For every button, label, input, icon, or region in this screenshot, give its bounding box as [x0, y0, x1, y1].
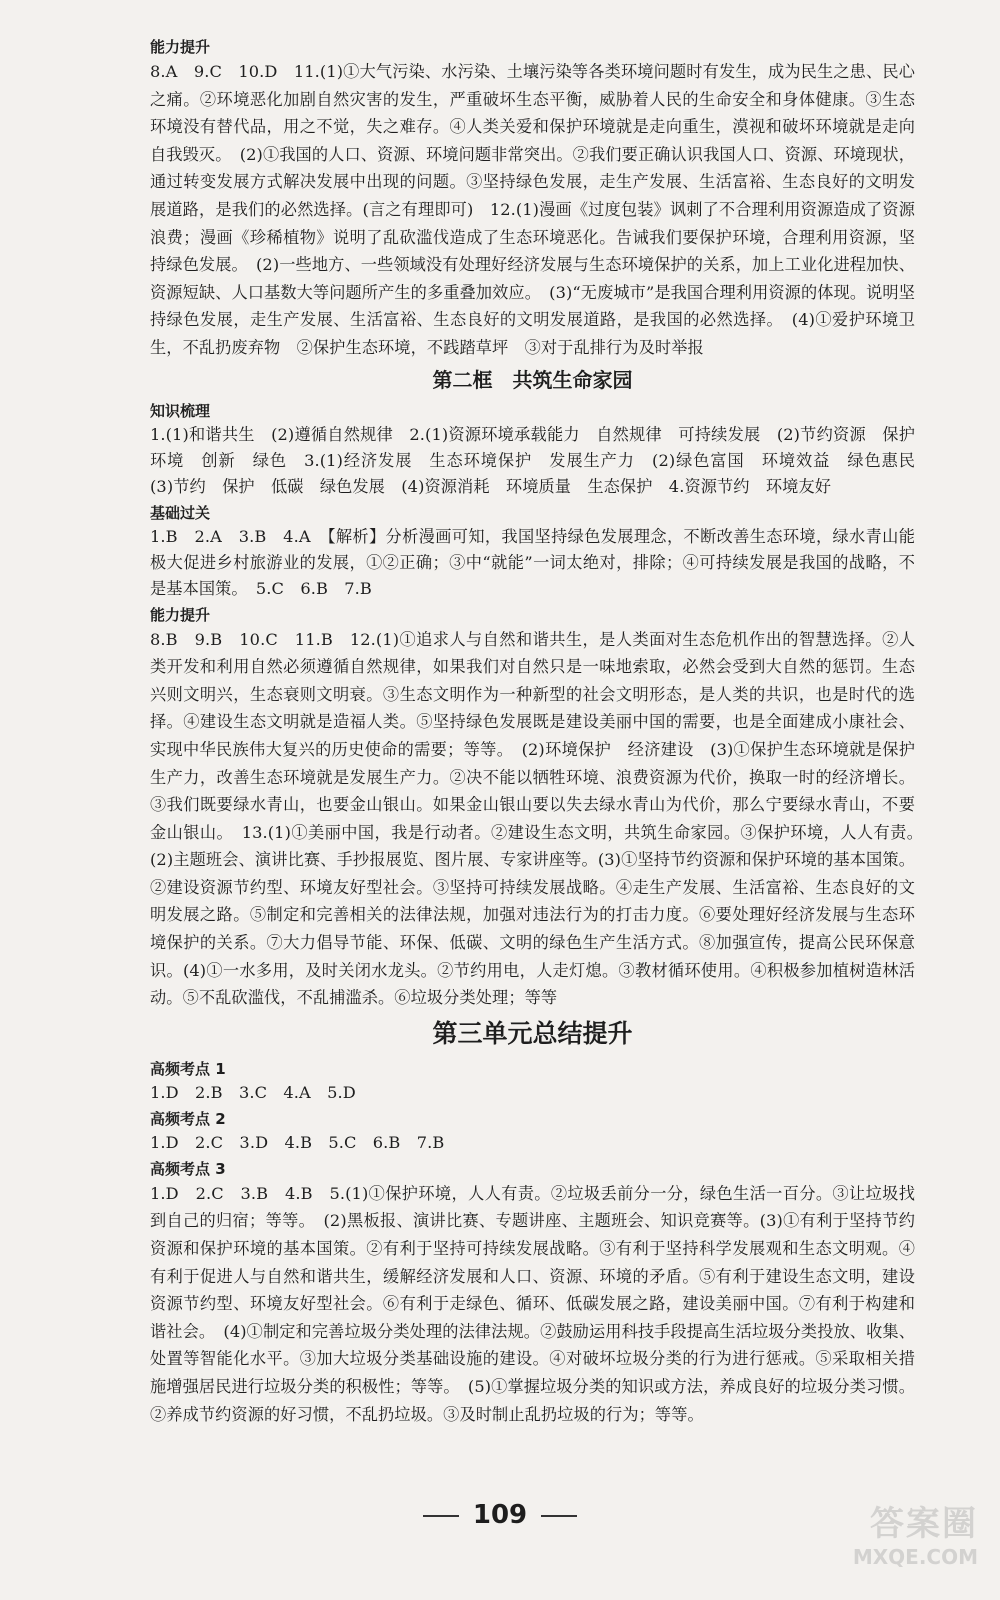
watermark-logo-text: 答案圈 [870, 1504, 978, 1544]
answer-paragraph: 1.D 2.B 3.C 4.A 5.D [150, 1082, 356, 1102]
block-heading: 高频考点 1 [150, 1059, 226, 1078]
answer-paragraph: 1.(1)和谐共生 (2)遵循自然规律 2.(1)资源环境承载能力 自然规律 可持续发展 (2)节约资源 保护环境 创新 绿色 3.(1)经济发展 生态环境保护 发展生产力 (2)绿色富国 环境效益 绿色惠民 (3)节约 保护 低碳 绿色发展 (4)资源消耗 环境质量 生态保护 4.资源节约 环境友好 [150, 424, 932, 496]
footer-dash [423, 1515, 459, 1517]
block-heading: 能力提升 [150, 605, 211, 624]
site-watermark [808, 1496, 978, 1582]
block-heading: 知识梳理 [150, 401, 211, 420]
answer-paragraph: 1.D 2.C 3.D 4.B 5.C 6.B 7.B [150, 1132, 445, 1152]
block-heading: 基础过关 [150, 503, 211, 522]
answer-paragraph: 1.B 2.A 3.B 4.A 【解析】分析漫画可知，我国坚持绿色发展理念，不断改善生态环境，绿水青山能极大促进乡村旅游业的发展，①②正确；③中“就能”一词太绝对，排除；④可持续发展是我国的战略，不是基本国策。 5.C 6.B 7.B [150, 526, 915, 598]
block-heading: 能力提升 [150, 38, 211, 56]
unit-summary-title: 第三单元总结提升 [432, 1018, 633, 1048]
answer-page [150, 34, 932, 1428]
section-title: 第二框 共筑生命家园 [432, 367, 633, 392]
answer-paragraph: 1.D 2.C 3.B 4.B 5.(1)①保护环境，人人有责。②垃圾丢前分一分，绿色生活一百分。③让垃圾找到自己的归宿；等等。 (2)黑板报、演讲比赛、专题讲座、主题班会、知识竞赛等。(3)①有利于坚持节约资源和保护环境的基本国策。②有利于坚持可持续发展战略。③有利于坚持科学发展观和生态文明观。④有利于促进人与自然和谐共生，缓解经济发展和人口、资源、环境的矛盾。⑤有利于建设生态文明，建设资源节约型、环境友好型社会。⑥有利于走绿色、循环、低碳发展之路，建设美丽中国。⑦有利于构建和谐社会。 (4)①制定和完善垃圾分类处理的法律法规。②鼓励运用科技手段提高生活垃圾分类投放、收集、处置等智能化水平。③加大垃圾分类基础设施的建设。④对破坏垃圾分类的行为进行惩戒。⑤采取相关措施增强居民进行垃圾分类的积极性；等等。 (5)①掌握垃圾分类的知识或方法，养成良好的垃圾分类习惯。②养成节约资源的好习惯，不乱扔垃圾。③及时制止乱扔垃圾的行为；等等。 [150, 1183, 915, 1424]
footer-dash [541, 1515, 577, 1517]
block-heading: 高频考点 2 [150, 1109, 226, 1128]
answer-paragraph: 8.B 9.B 10.C 11.B 12.(1)①追求人与自然和谐共生，是人类面对生态危机作出的智慧选择。②人类开发和利用自然必须遵循自然规律，如果我们对自然只是一味地索取，必然会受到大自然的惩罚。生态兴则文明兴，生态衰则文明衰。③生态文明作为一种新型的社会文明形态，是人类的共识，也是时代的选择。④建设生态文明就是造福人类。⑤坚持绿色发展既是建设美丽中国的需要，也是全面建成小康社会、实现中华民族伟大复兴的历史使命的需要；等等。 (2)环境保护 经济建设 (3)①保护生态环境就是保护生产力，改善生态环境就是发展生产力。②决不能以牺牲环境、浪费资源为代价，换取一时的经济增长。③我们既要绿水青山，也要金山银山。如果金山银山要以失去绿水青山为代价，那么宁要绿水青山，不要金山银山。 13.(1)①美丽中国，我是行动者。②建设生态文明，共筑生命家园。③保护环境，人人有责。 (2)主题班会、演讲比赛、手抄报展览、图片展、专家讲座等。(3)①坚持节约资源和保护环境的基本国策。②建设资源节约型、环境友好型社会。③坚持可持续发展战略。④走生产发展、生活富裕、生态良好的文明发展之路。⑤制定和完善相关的法律法规，加强对违法行为的打击力度。⑥要处理好经济发展与生态环境保护的关系。⑦大力倡导节能、环保、低碳、文明的绿色生产生活方式。⑧加强宣传，提高公民环保意识。(4)①一水多用，及时关闭水龙头。②节约用电，人走灯熄。③教材循环使用。④积极参加植树造林活动。⑤不乱砍滥伐，不乱捕滥杀。⑥垃圾分类处理；等等 [150, 629, 932, 1008]
watermark-url: MXQE.COM [852, 1545, 978, 1569]
answer-paragraph: 8.A 9.C 10.D 11.(1)①大气污染、水污染、土壤污染等各类环境问题时有发生，成为民生之患、民心之痛。②环境恶化加剧自然灾害的发生，严重破坏生态平衡，威胁着人民的生命安全和身体健康。③生态环境没有替代品，用之不觉，失之难存。④人类关爱和保护环境就是走向重生，漠视和破坏环境就是走向自我毁灭。 (2)①我国的人口、资源、环境问题非常突出。②我们要正确认识我国人口、资源、环境现状，通过转变发展方式解决发展中出现的问题。③坚持绿色发展，走生产发展、生活富裕、生态良好的文明发展道路，是我们的必然选择。(言之有理即可) 12.(1)漫画《过度包装》讽刺了不合理利用资源造成了资源浪费；漫画《珍稀植物》说明了乱砍滥伐造成了生态环境恶化。告诫我们要保护环境，合理利用资源，坚持绿色发展。 (2)一些地方、一些领域没有处理好经济发展与生态环境保护的关系，加上工业化进程加快、资源短缺、人口基数大等问题所产生的多重叠加效应。 (3)“无废城市”是我国合理利用资源的体现。说明坚持绿色发展，走生产发展、生活富裕、生态良好的文明发展道路，是我国的必然选择。 (4)①爱护环境卫生，不乱扔废弃物 ②保护生态环境，不践踏草坪 ③对于乱排行为及时举报 [150, 62, 915, 357]
block-heading: 高频考点 3 [150, 1159, 226, 1178]
page-number: 109 [472, 1500, 528, 1530]
